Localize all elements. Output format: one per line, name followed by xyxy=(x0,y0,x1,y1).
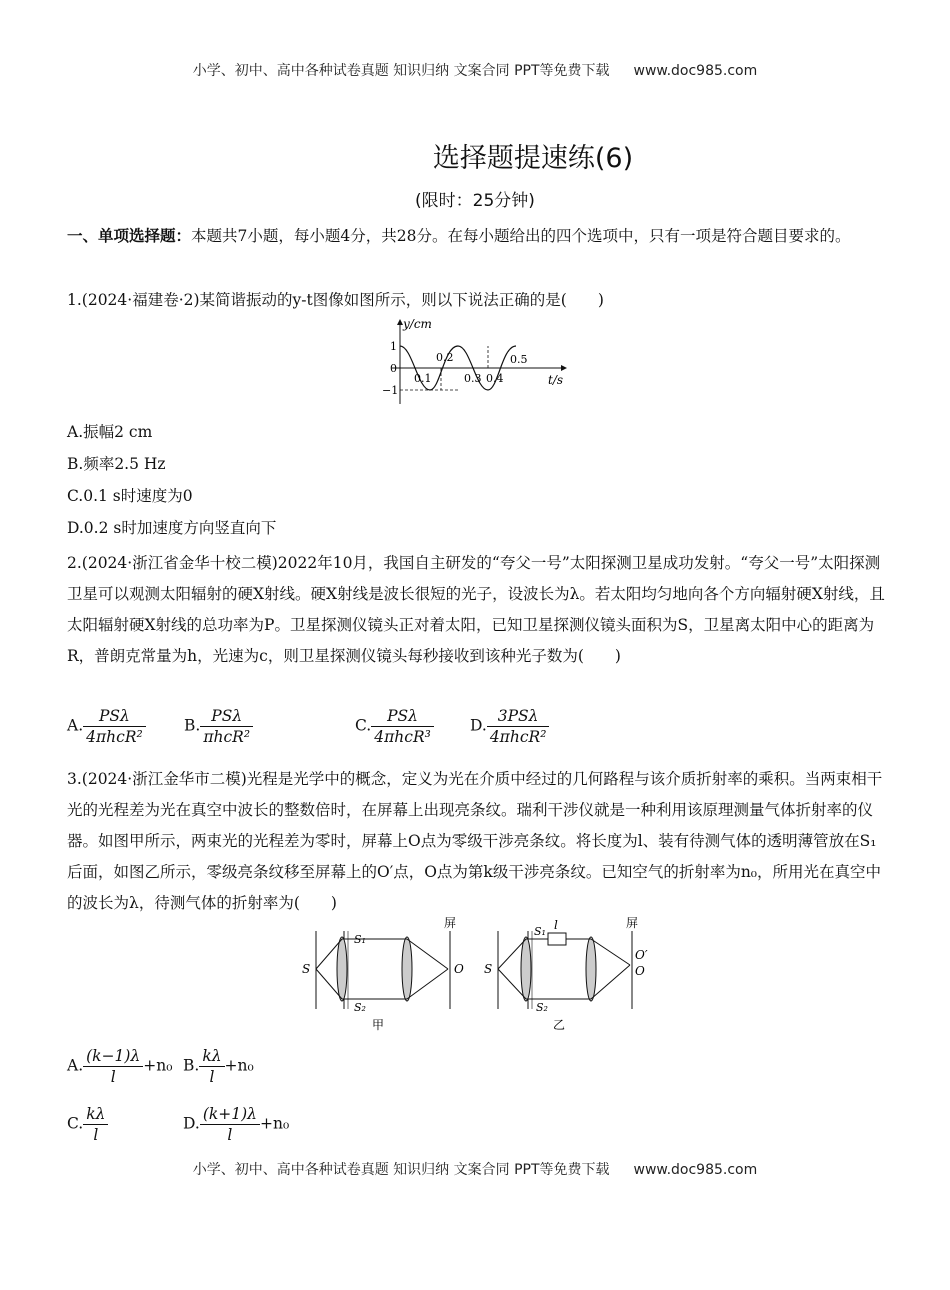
q3-fig2-O: O xyxy=(635,964,645,978)
q2-option-b xyxy=(184,706,253,747)
page-header xyxy=(0,60,950,80)
q2-option-a-num: PSλ xyxy=(83,706,146,727)
q3-fig1-S: S xyxy=(302,962,311,976)
q1-option-b: B.频率2.5 Hz xyxy=(67,455,166,473)
q1-tick-0: 0 xyxy=(390,362,397,375)
q1-tick-05: 0.5 xyxy=(510,353,528,366)
q2-option-d-label: D. xyxy=(470,716,487,735)
q3-fig2-S: S xyxy=(484,962,493,976)
q2-option-a-label: A. xyxy=(67,716,84,735)
q1-option-c: C.0.1 s时速度为0 xyxy=(67,487,193,505)
q1-tick-01: 0.1 xyxy=(414,372,432,385)
q2-option-a xyxy=(67,706,146,747)
page-footer xyxy=(0,1159,950,1179)
footer-text: 小学、初中、高中各种试卷真题 知识归纳 文案合同 PPT等免费下载 xyxy=(192,1162,610,1178)
q3-option-c-num: kλ xyxy=(83,1104,108,1125)
q1-ylabel: y/cm xyxy=(403,317,432,331)
q2-option-c-den: 4πhcR³ xyxy=(374,728,431,746)
q1-stem: 1.(2024·福建卷·2)某简谐振动的y-t图像如图所示，则以下说法正确的是( ) xyxy=(67,291,604,309)
q3-option-c-den: l xyxy=(93,1126,99,1144)
q3-fig2-S2: S₂ xyxy=(536,1001,548,1014)
q3-fig2-S1: S₁ xyxy=(534,925,546,938)
q3-option-a-label: A. xyxy=(67,1056,84,1075)
q3-fig2-l: l xyxy=(554,918,558,932)
q2-stem: 2.(2024·浙江省金华十校二模)2022年10月，我国自主研发的“夸父一号”太阳探测卫星成功发射。“夸父一号”太阳探测卫星可以观测太阳辐射的硬X射线。硬X射线是波长很短的光子，设波长为λ。若太阳均匀地向各个方向辐射硬X射线，且太阳辐射硬X射线的总功率为P。卫星探测仪镜头正对着太阳，已知卫星探测仪镜头面积为S，卫星离太阳中心的距离为R，普朗克常量为h，光速为c，则卫星探测仪镜头每秒接收到该种光子数为( ) xyxy=(67,554,885,665)
section-intro xyxy=(67,221,887,252)
q3-option-a xyxy=(67,1046,172,1087)
header-url[interactable]: www.doc985.com xyxy=(633,63,758,79)
q3-fig2-caption: 乙 xyxy=(553,1018,566,1032)
q2-option-b-label: B. xyxy=(184,716,201,735)
q3-option-a-num: (k−1)λ xyxy=(83,1046,143,1067)
q3-option-d xyxy=(183,1104,289,1145)
q2-option-b-num: PSλ xyxy=(200,706,253,727)
q3-option-d-label: D. xyxy=(183,1114,200,1133)
q2-option-d-den: 4πhcR² xyxy=(489,728,547,746)
q3-option-d-den: l xyxy=(227,1126,233,1144)
q3-option-b-den: l xyxy=(209,1068,215,1086)
q2-option-a-den: 4πhcR² xyxy=(86,728,143,746)
q3-fig1-screen: 屏 xyxy=(444,916,457,930)
q3-fig2-screen: 屏 xyxy=(626,916,639,930)
q1-option-d: D.0.2 s时加速度方向竖直向下 xyxy=(67,519,277,537)
q3-option-c xyxy=(67,1104,108,1145)
q3-option-a-tail: +n₀ xyxy=(143,1056,173,1075)
page-title: 选择题提速练(6) xyxy=(432,143,634,174)
q3-fig1-S1: S₁ xyxy=(354,933,366,946)
q3-stem: 3.(2024·浙江金华市二模)光程是光学中的概念，定义为光在介质中经过的几何路程与该介质折射率的乘积。当两束相干光的光程差为光在真空中波长的整数倍时，在屏幕上出现亮条纹。瑞利干涉仪就是一种利用该原理测量气体折射率的仪器。如图甲所示，两束光的光程差为零时，屏幕上O点为零级干涉亮条纹。将长度为l、装有待测气体的透明薄管放在S₁后面，如图乙所示，零级亮条纹移至屏幕上的O′点，O点为第k级干涉亮条纹。已知空气的折射率为n₀，所用光在真空中的波长为λ，待测气体的折射率为( ) xyxy=(67,770,883,912)
q2-option-d xyxy=(470,706,549,747)
header-text: 小学、初中、高中各种试卷真题 知识归纳 文案合同 PPT等免费下载 xyxy=(192,63,610,79)
q1-tick-neg1: −1 xyxy=(382,384,399,397)
q3-option-c-label: C. xyxy=(67,1114,84,1133)
q2-option-c-label: C. xyxy=(355,716,372,735)
q3-fig1-S2: S₂ xyxy=(354,1001,366,1014)
section-text: 本题共7小题，每小题4分，共28分。在每小题给出的四个选项中，只有一项是符合题目要求的。 xyxy=(191,227,851,245)
q3-option-b-num: kλ xyxy=(199,1046,224,1067)
q1-tick-02: 0.2 xyxy=(436,351,454,364)
footer-url[interactable]: www.doc985.com xyxy=(633,1162,758,1178)
q1-tick-04: 0.4 xyxy=(486,372,504,385)
q1-xlabel: t/s xyxy=(548,373,564,387)
q2-option-c-num: PSλ xyxy=(371,706,434,727)
q3-figure xyxy=(298,913,668,1033)
q2-option-b-den: πhcR² xyxy=(203,728,251,746)
q3-option-a-den: l xyxy=(110,1068,116,1086)
q3-fig1-O: O xyxy=(454,962,464,976)
q3-option-b-label: B. xyxy=(183,1056,200,1075)
section-label: 一、单项选择题： xyxy=(67,227,192,245)
page-subtitle: (限时：25分钟) xyxy=(415,191,535,211)
q3-option-d-num: (k+1)λ xyxy=(200,1104,260,1125)
q3-fig2-Oprime: O′ xyxy=(635,948,648,962)
q3-option-d-tail: +n₀ xyxy=(259,1114,290,1133)
q1-tick-03: 0.3 xyxy=(464,372,482,385)
q1-option-a: A.振幅2 cm xyxy=(67,423,153,441)
q1-tick-1: 1 xyxy=(390,340,397,353)
q2-option-d-num: 3PSλ xyxy=(487,706,550,727)
q3-option-b xyxy=(183,1046,254,1087)
q3-fig1-caption: 甲 xyxy=(372,1018,385,1032)
q3-option-b-tail: +n₀ xyxy=(224,1056,254,1075)
q1-graph xyxy=(378,316,578,408)
q2-option-c xyxy=(355,706,434,747)
